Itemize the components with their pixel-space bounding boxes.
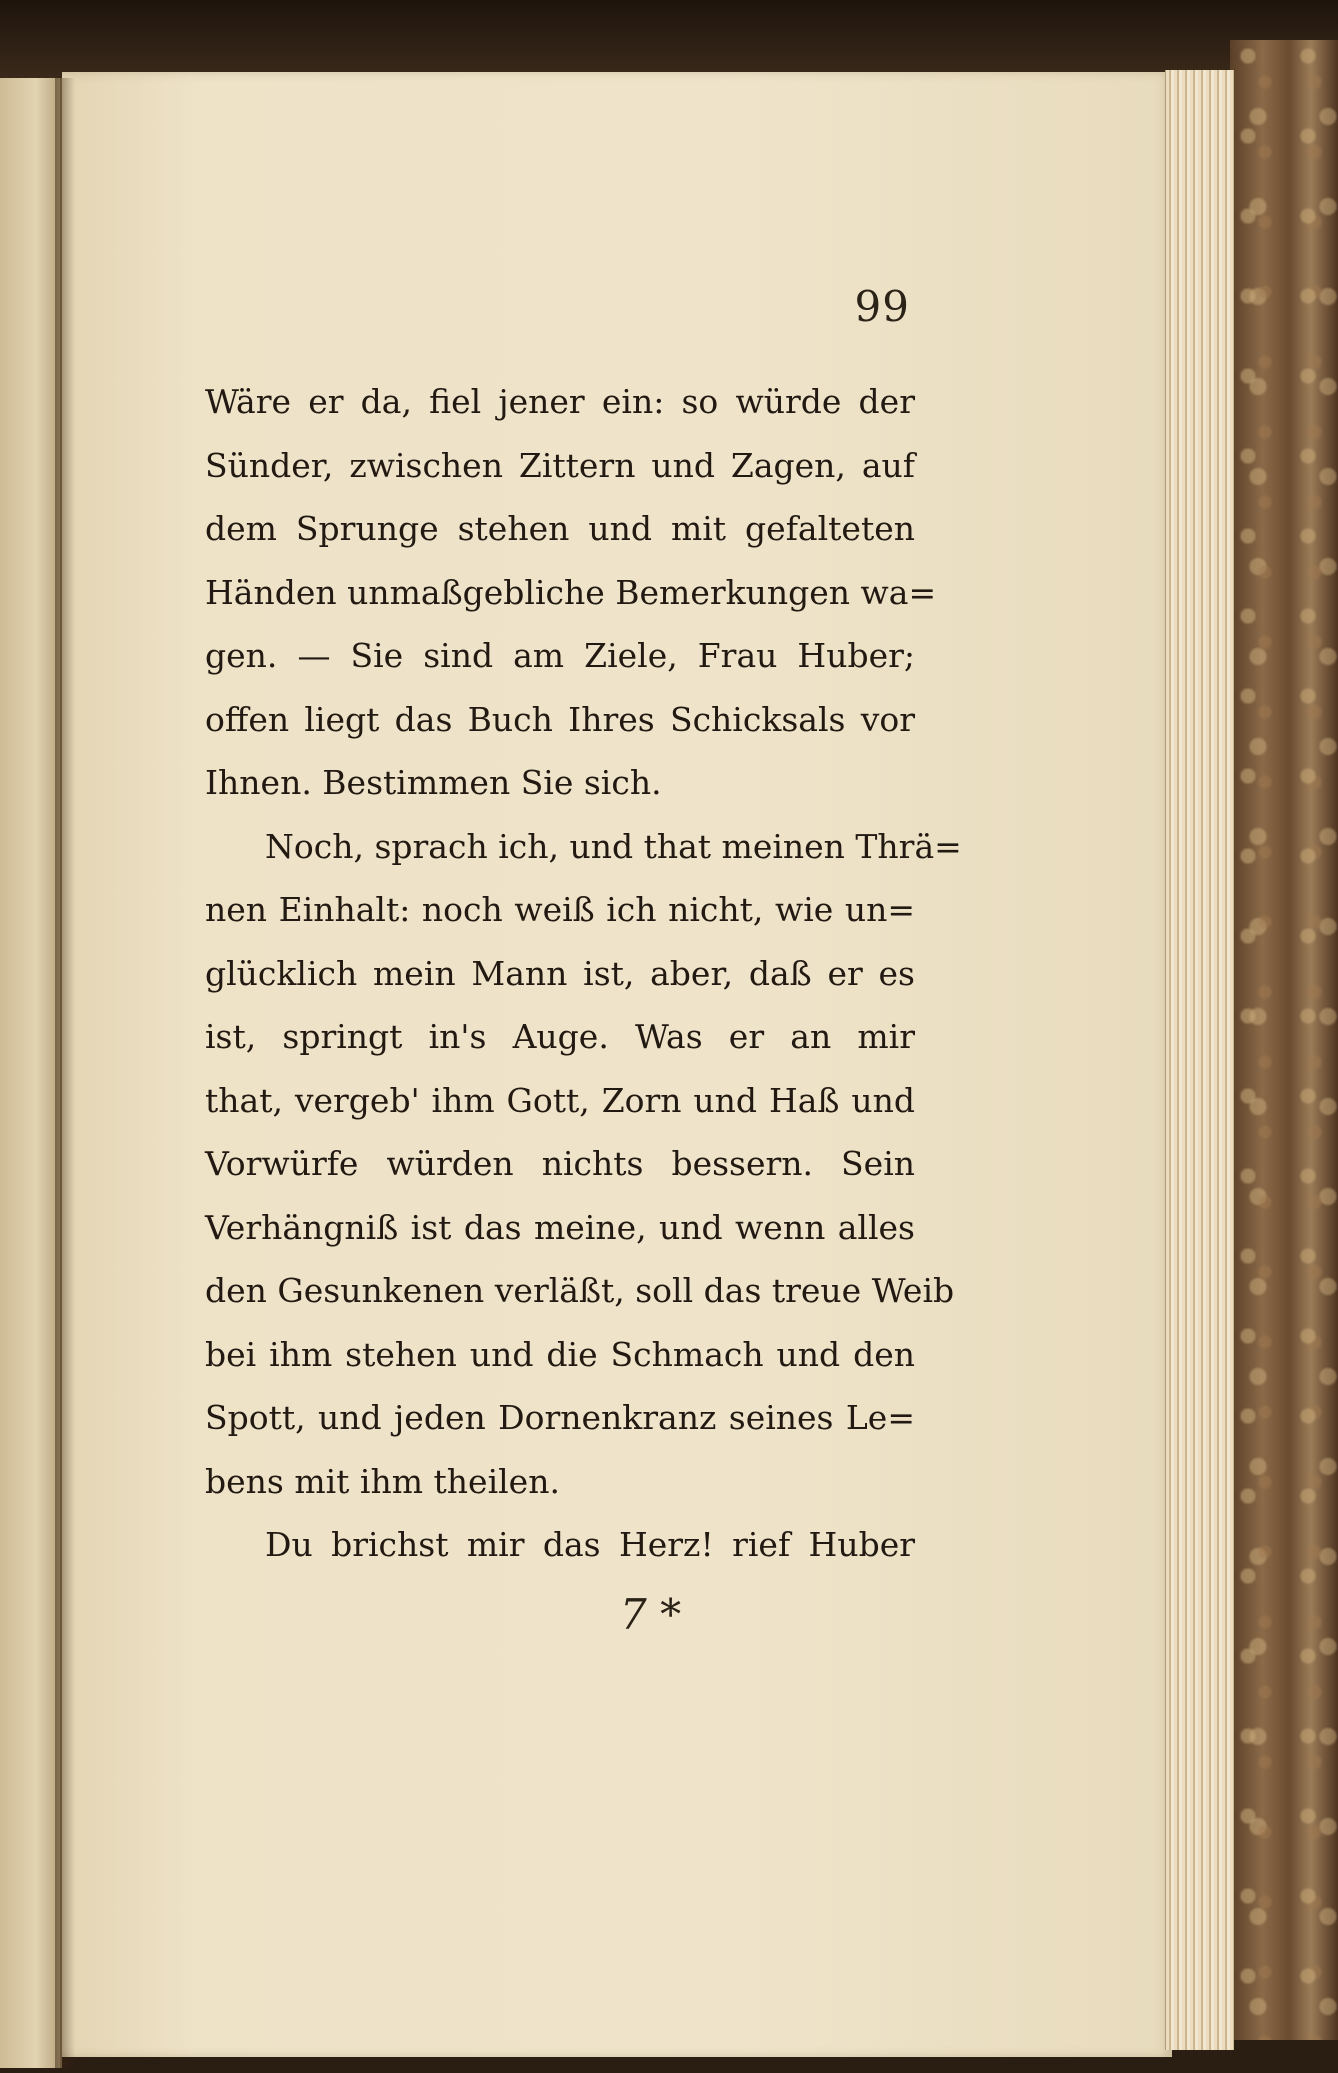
text-line: ist, springt in's Auge. Was er an mir [205,1017,915,1056]
text-line: Vorwürfe würden nichts bessern. Sein [205,1144,915,1183]
text-line: offen liegt das Buch Ihres Schicksals vor [205,699,915,739]
text-line: Du brichst mir das Herz! rief Huber [265,1525,915,1564]
text-line: Spott, und jeden Dornenkranz seines Le= [205,1398,915,1437]
text-line: Ihnen. Bestimmen Sie sich. [205,763,662,802]
text-line: Noch, sprach ich, und that meinen Thrä= [265,826,962,866]
text-line: Wäre er da, fiel jener ein: so würde der [205,382,915,421]
text-line: Sünder, zwischen Zittern und Zagen, auf [205,445,915,485]
facing-page-left [0,78,62,2068]
page-gutter [55,78,75,2068]
page-number: 99 [854,282,910,331]
text-line: glücklich mein Mann ist, aber, daß er es [205,953,915,993]
text-line: Händen unmaßgebliche Bemerkungen wa= [205,572,937,612]
text-line: that, vergeb' ihm Gott, Zorn und Haß und [205,1080,915,1120]
text-line: den Gesunkenen verläßt, soll das treue Weib [205,1271,955,1310]
text-line: bens mit ihm theilen. [205,1461,560,1501]
text-line: nen Einhalt: noch weiß ich nicht, wie un= [205,890,915,929]
text-line: Verhängniß ist das meine, und wenn alles [205,1207,915,1247]
body-text [205,370,962,1577]
page-edges [1165,70,1234,2050]
text-line: bei ihm stehen und die Schmach und den [205,1334,915,1374]
book-cover-marbled [1230,40,1338,2040]
signature-mark: 7 * [620,1590,682,1639]
text-line: dem Sprunge stehen und mit gefalteten [205,509,915,548]
background-top [0,0,1338,80]
text-line: gen. — Sie sind am Ziele, Frau Huber; [205,636,915,675]
